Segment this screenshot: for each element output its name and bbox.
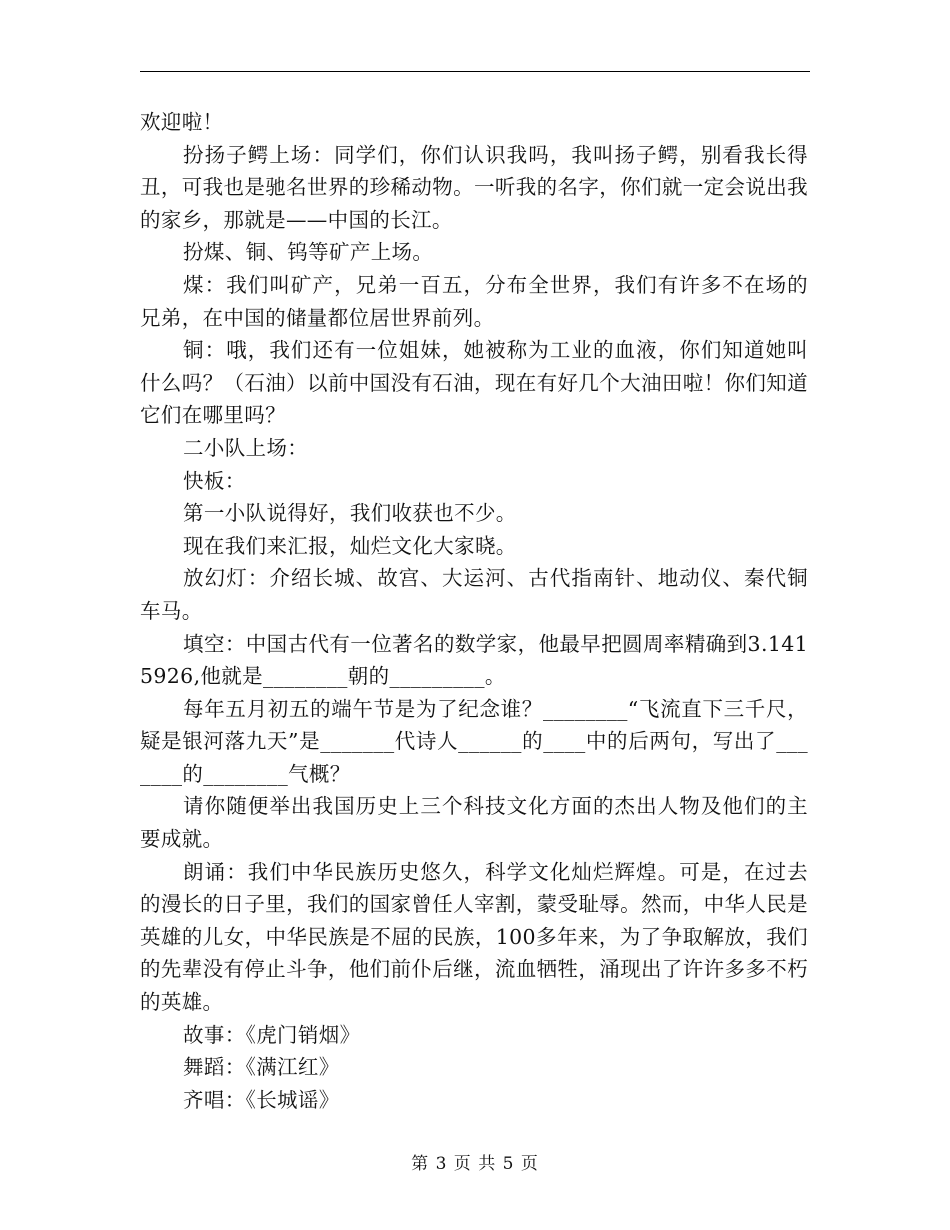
paragraph-welcome: 欢迎啦！: [140, 110, 224, 134]
paragraph-squad-two: 二小队上场：: [183, 435, 309, 460]
paragraph-story: 故事：《虎门销烟》: [183, 1022, 361, 1047]
paragraph-fill-blank-poem: 每年五月初五的端午节是为了纪念谁？________“飞流直下三千尺，疑是银河落九天”是_______代诗人______的____中的后两句，写出了_______的________气概？: [140, 696, 808, 786]
paragraph-verse-one: 第一小队说得好，我们收获也不少。: [183, 501, 517, 526]
paragraph-verse-two: 现在我们来汇报，灿烂文化大家晓。: [183, 533, 517, 558]
paragraph-chorus: 齐唱：《长城谣》: [183, 1087, 340, 1112]
header-rule: [140, 71, 810, 72]
paragraph-dance: 舞蹈：《满江红》: [183, 1055, 340, 1080]
paragraph-fill-blank-math: 填空：中国古代有一位著名的数学家，他最早把圆周率精确到3.1415926,他就是________朝的_________。: [140, 631, 808, 689]
document-body: [140, 106, 808, 1116]
page-footer: 第 3 页 共 5 页: [411, 1154, 539, 1174]
paragraph-coal: 煤：我们叫矿产，兄弟一百五，分布全世界，我们有许多不在场的兄弟，在中国的储量都位居世界前列。: [140, 272, 808, 330]
paragraph-slides: 放幻灯：介绍长城、故宫、大运河、古代指南针、地动仪、秦代铜车马。: [140, 566, 808, 623]
paragraph-recitation: 朗诵：我们中华民族历史悠久，科学文化灿烂辉煌。可是，在过去的漫长的日子里，我们的国家曾任人宰割，蒙受耻辱。然而，中华人民是英雄的儿女，中华民族是不屈的民族，100多年来，为了争取解放，我们的先辈没有停止斗争，他们前仆后继，流血牺牲，涌现出了许许多多不朽的英雄。: [140, 859, 808, 1015]
paragraph-kuaiban: 快板：: [183, 468, 246, 493]
paragraph-minerals-enter: 扮煤、铜、钨等矿产上场。: [183, 240, 434, 265]
paragraph-question: 请你随便举出我国历史上三个科技文化方面的杰出人物及他们的主要成就。: [140, 794, 808, 852]
paragraph-alligator: 扮扬子鳄上场：同学们，你们认识我吗，我叫扬子鳄，别看我长得丑，可我也是驰名世界的珍稀动物。一听我的名字，你们就一定会说出我的家乡，那就是——中国的长江。: [140, 142, 808, 232]
paragraph-copper: 铜：哦，我们还有一位姐妹，她被称为工业的血液，你们知道她叫什么吗？（石油）以前中国没有石油，现在有好几个大油田啦！你们知道它们在哪里吗？: [140, 338, 808, 428]
